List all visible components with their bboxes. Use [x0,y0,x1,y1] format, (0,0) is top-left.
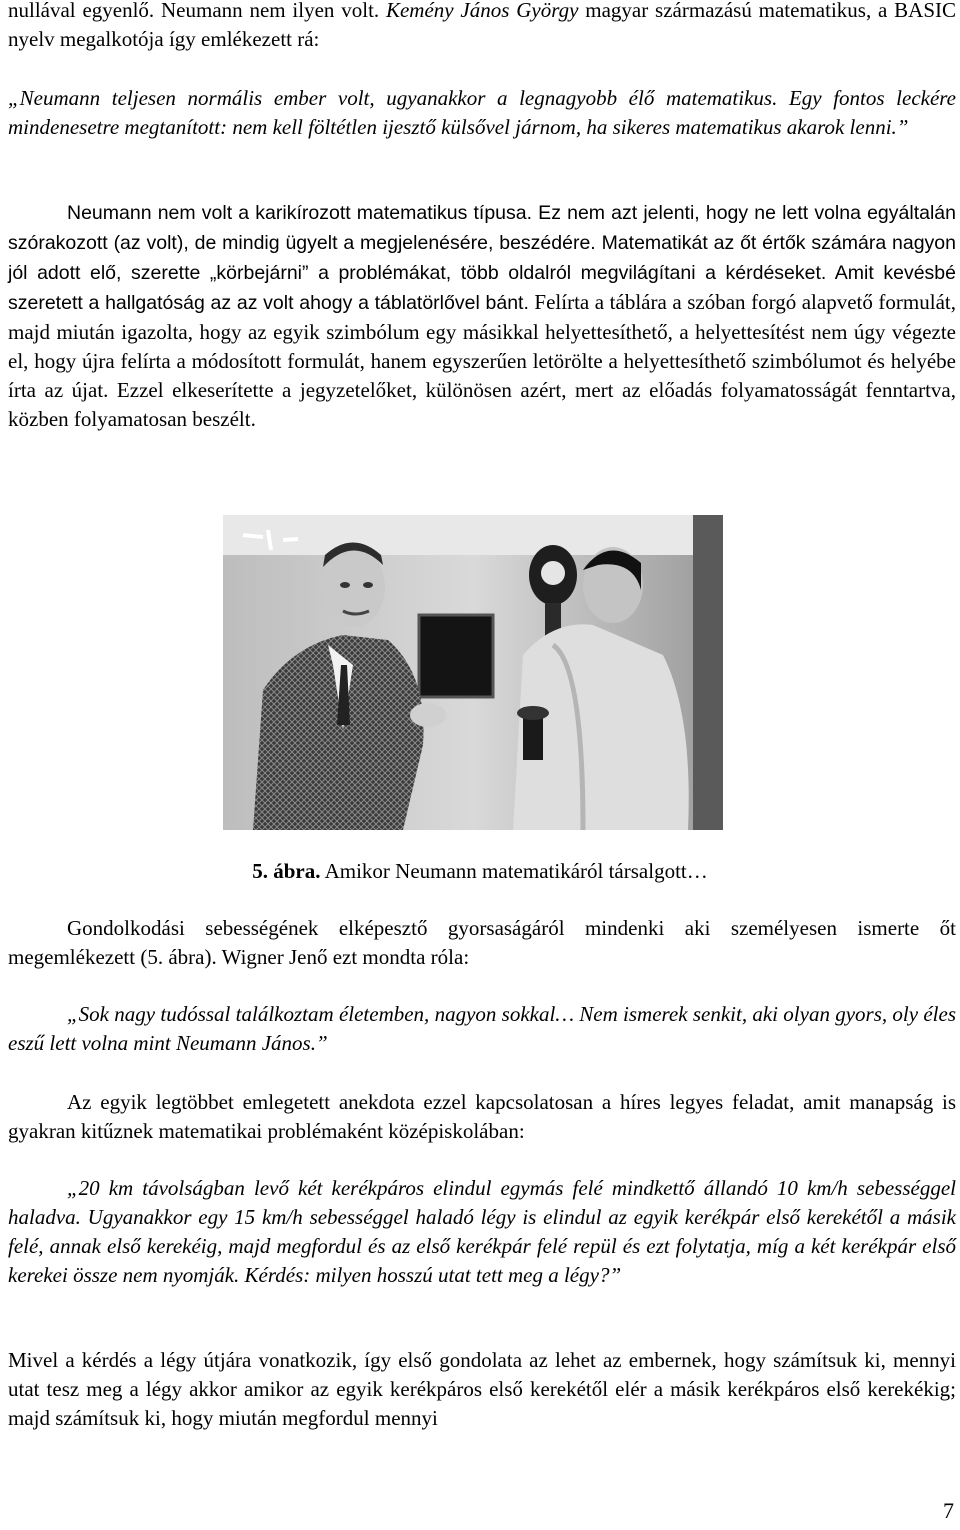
quote-kemeny: „Neumann teljesen normális ember volt, ugyanakkor a legnagyobb élő matematikus. Egy fontos leckére mindenesetre megtanított: nem kell föltétlen ijesztő külsővel járnom, ha sikeres matematikus akarok lenni.” [8,86,956,139]
sans-text-run: Neumann nem volt a karikírozott matematikus típusa. Ez nem azt jelenti, hogy ne lett volna egyáltalán szórakozott (az volt), de mindig ügyelt a megjelenésére, beszédére. Matematikát az őt értők számára nagyon jól adott elő, szerette „körbejárni” a problémákat, több oldalról megvilágítani a kérdéseket. Amit kevésbé szeretett a hallgatóság az az volt ahogy a táblatörlővel bánt. [8,202,956,314]
paragraph-intro: nullával egyenlő. Neumann nem ilyen volt. Kemény János György magyar származású matematikus, a BASIC nyelv megalkotója így emlékezett rá: [8,0,957,51]
paragraph-fly-problem-intro: Az egyik legtöbbet emlegetett anekdota ezzel kapcsolatosan a híres legyes feladat, amit manapság is gyakran kitűznek matematikai problémaként középiskolában: [8,1090,956,1143]
quote-fly-problem: „20 km távolságban levő két kerékpáros elindul egymás felé mindkettő állandó 10 km/h sebességgel haladva. Ugyanakkor egy 15 km/h sebességgel haladó légy is elindul az egyik kerékpár első kerekétől a másik felé, annak első kerekéig, majd megfordul és az első kerékpár felé repül és ezt folytatja, míg a két kerékpár első kerekei össze nem nyomják. Kérdés: milyen hosszú utat tett meg a légy?” [8,1176,956,1287]
paragraph-wigner-intro: Gondolkodási sebességének elképesztő gyorsaságáról mindenki aki személyesen ismerte őt megemlékezett (5. ábra). Wigner Jenő ezt mondta róla: [8,916,956,969]
historical-photo [223,515,723,830]
paragraph-solution-approach: Mivel a kérdés a légy útjára vonatkozik, így első gondolata az lehet az embernek, hogy számítsuk ki, mennyi utat tesz meg a légy akkor amikor az egyik kerékpáros első kerekétől elér a másik kerékpáros első kerekékig; majd számítsuk ki, hogy miután megfordul mennyi [8,1348,956,1430]
quote-wigner: „Sok nagy tudóssal találkoztam életemben, nagyon sokkal… Nem ismerek senkit, aki olyan gyors, oly éles eszű lett volna mint Neumann János.” [8,1002,956,1055]
figure-caption: 5. ábra. Amikor Neumann matematikáról társalgott… [252,859,708,883]
person-name: Kemény János György [385,0,579,22]
page-number: 7 [943,1498,954,1523]
figure-label: 5. ábra. [252,859,321,883]
paragraph-neumann-lecturing: Neumann nem volt a karikírozott matematikus típusa. Ez nem azt jelenti, hogy ne lett volna egyáltalán szórakozott (az volt), de mindig ügyelt a megjelenésére, beszédére. Matematikát az őt értők számára nagyon jól adott elő, szerette „körbejárni” a problémákat, több oldalról megvilágítani a kérdéseket. Amit kevésbé szeretett a hallgatóság az az volt ahogy a táblatörlővel bánt. Felírta a táblára a szóban forgó alapvető formulát, majd miután igazolta, hogy az egyik szimbólum egy másikkal helyettesíthető, a helyettesítést nem úgy végezte el, hogy újra felírta a módosított formulát, hanem egyszerűen letörölte a helyettesíthető szimbólumot és helyébe írta az újat. Ezzel elkeserítette a jegyzetelőket, különösen azért, mert az előadás folyamatosságát fenntartva, közben folyamatosan beszélt. [8,202,956,431]
